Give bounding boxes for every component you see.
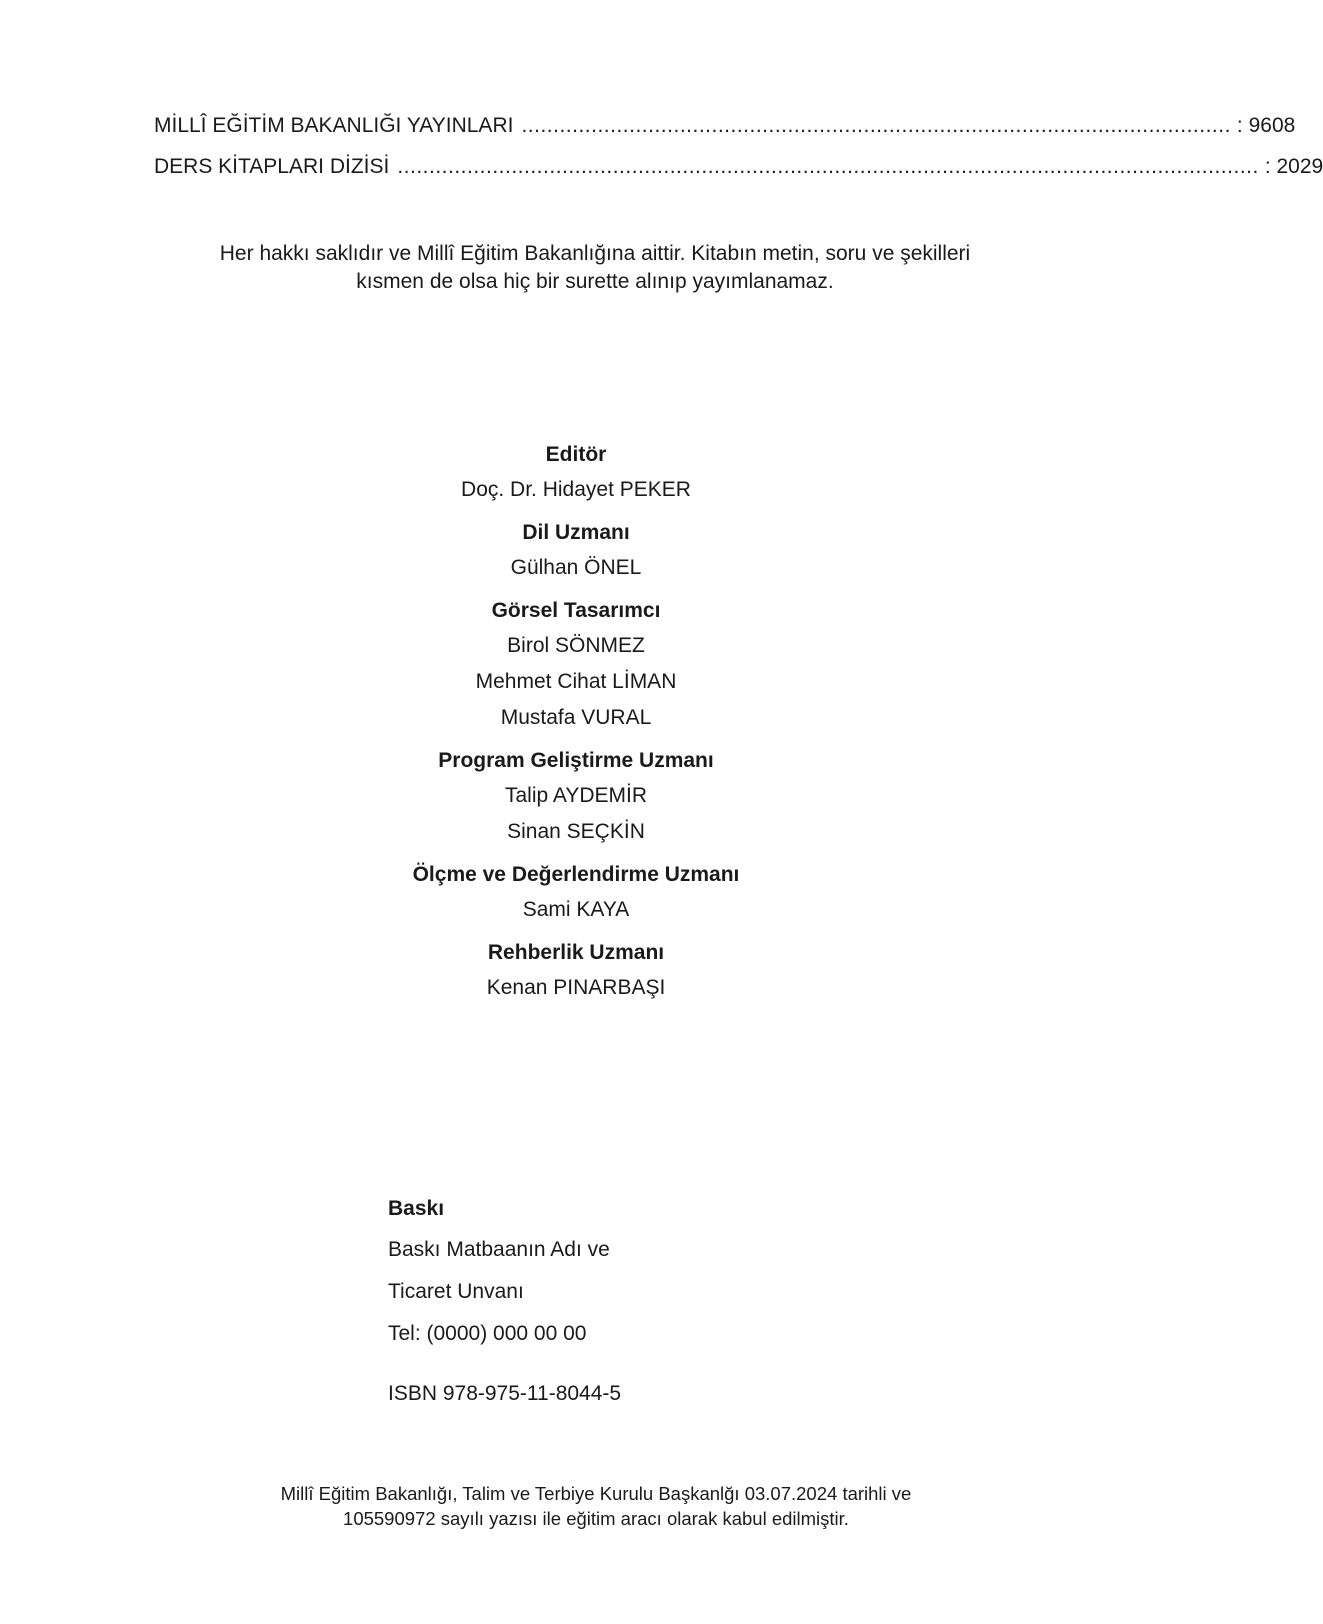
isbn: ISBN 978-975-11-8044-5 (388, 1382, 622, 1405)
credit-role: Editör (545, 443, 607, 466)
series-label: DERS KİTAPLARI DİZİSİ (154, 155, 390, 178)
printer-trade-name: Ticaret Unvanı (388, 1280, 524, 1303)
copyright-line: Her hakkı saklıdır ve Millî Eğitim Bakanlığına aittir. Kitabın metin, soru ve şekilleri (219, 242, 971, 265)
approval-line: 105590972 sayılı yazısı ile eğitim aracı olarak kabul edilmiştir. (343, 1508, 849, 1529)
credit-name: Sami KAYA (522, 898, 630, 921)
printer-name: Baskı Matbaanın Adı ve (388, 1238, 610, 1261)
approval-notice (160, 1481, 1032, 1531)
series-number: : 9608 (1236, 114, 1296, 137)
series-number: : 2029 (1264, 155, 1323, 178)
leader-dots: ........................................................................................................................................ (397, 155, 1259, 178)
credit-role: Ölçme ve Değerlendirme Uzmanı (412, 863, 740, 886)
credit-group-program-development (276, 748, 876, 845)
print-heading: Baskı (388, 1197, 445, 1220)
copyright-notice (120, 240, 1070, 296)
credit-name: Doç. Dr. Hidayet PEKER (461, 478, 691, 501)
series-line-textbooks (154, 155, 1323, 183)
credits-section (276, 442, 876, 1018)
credit-group-visual-designer (276, 598, 876, 731)
credit-name: Birol SÖNMEZ (507, 634, 645, 657)
credit-role: Program Geliştirme Uzmanı (438, 749, 714, 772)
credit-group-assessment (276, 862, 876, 923)
approval-line: Millî Eğitim Bakanlığı, Talim ve Terbiye Kurulu Başkanlğı 03.07.2024 tarihli ve (280, 1483, 912, 1504)
credit-name: Mustafa VURAL (500, 706, 652, 729)
credit-name: Talip AYDEMİR (505, 784, 647, 807)
leader-dots: ................................................................................................................ (521, 114, 1231, 137)
credit-name: Kenan PINARBAŞI (486, 976, 666, 999)
credit-name: Mehmet Cihat LİMAN (475, 670, 677, 693)
printer-phone: Tel: (0000) 000 00 00 (388, 1322, 587, 1345)
series-label: MİLLÎ EĞİTİM BAKANLIĞI YAYINLARI (154, 114, 514, 137)
print-info (388, 1196, 888, 1407)
credit-group-guidance (276, 940, 876, 1001)
credit-name: Sinan SEÇKİN (507, 820, 645, 843)
series-line-publications (154, 114, 1296, 142)
credit-role: Rehberlik Uzmanı (487, 941, 665, 964)
credit-name: Gülhan ÖNEL (510, 556, 642, 579)
credit-role: Görsel Tasarımcı (491, 599, 661, 622)
credit-role: Dil Uzmanı (522, 521, 630, 544)
credit-group-language-expert (276, 520, 876, 581)
credit-group-editor (276, 442, 876, 503)
copyright-line: kısmen de olsa hiç bir surette alınıp yayımlanamaz. (356, 270, 834, 293)
